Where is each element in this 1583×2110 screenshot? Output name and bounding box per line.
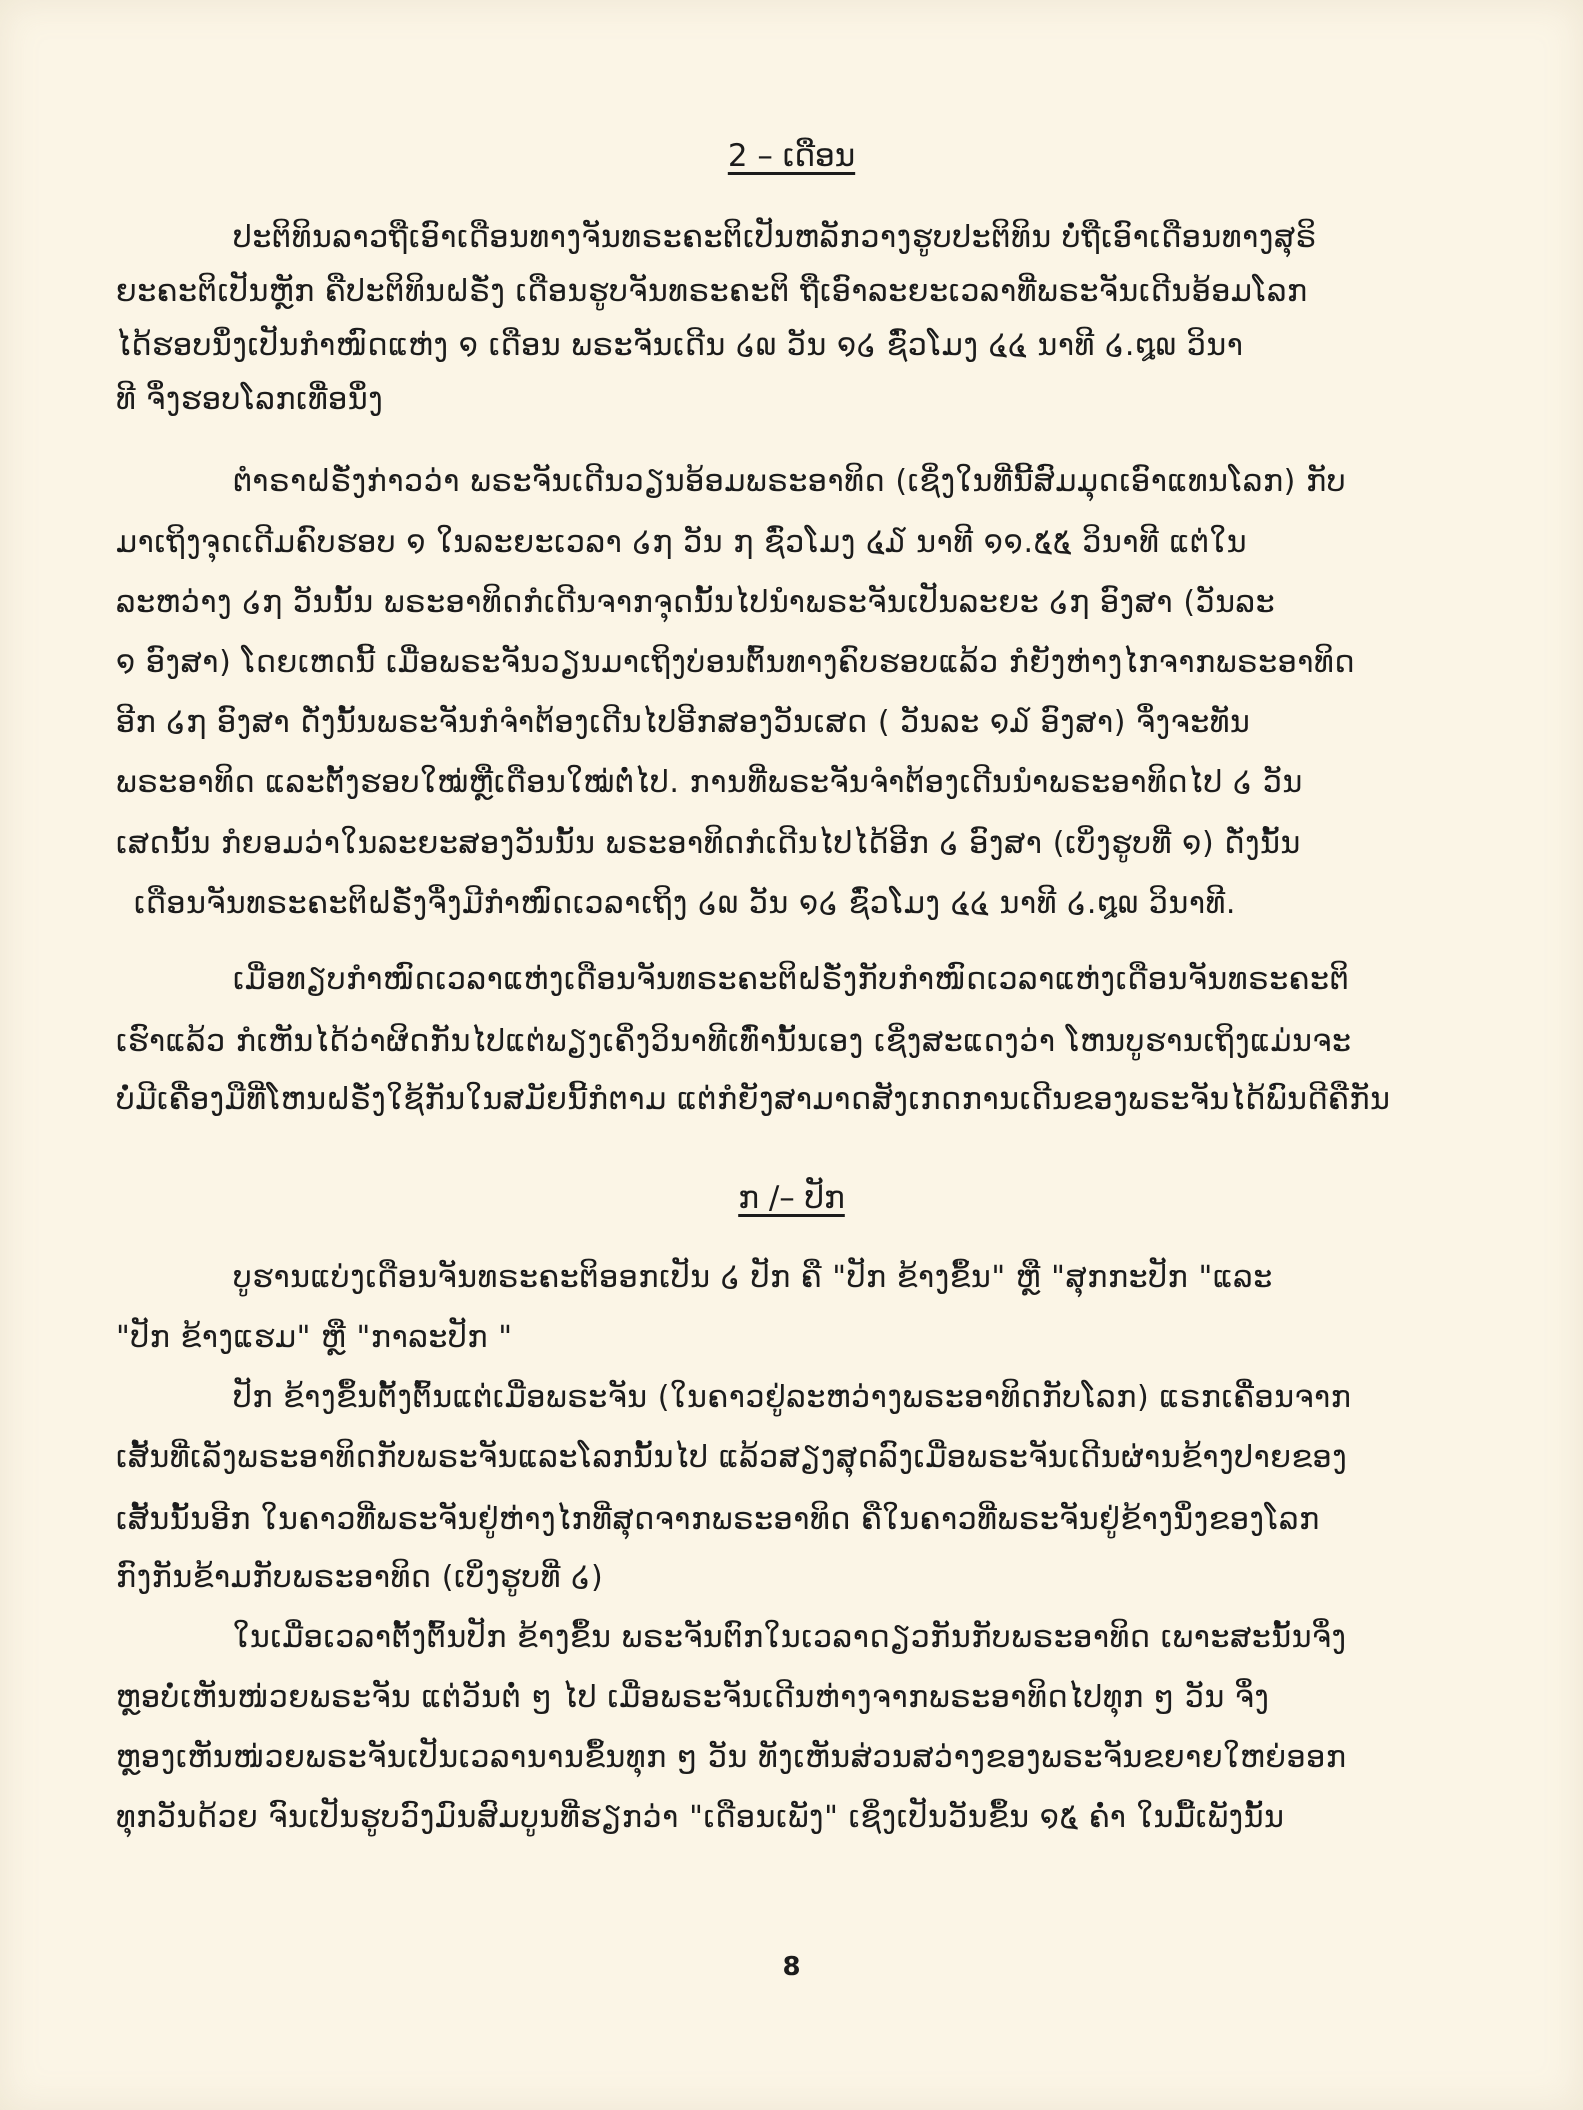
paragraph-line: ກົງກັນຂ້າມກັບພຣະອາທິດ (ເບິ່ງຮູບທີ່ ໒) [116, 1560, 604, 1595]
paragraph-line: ບໍ່ມີເຄື່ອງມືທີ່ໂຫນຝຣັ່ງໃຊ້ກັນໃນສມັຍນີ້ກໍຕາມ ແຕ່ກໍຍັງສາມາດສັງເກດການເດີນຂອງພຣະຈັນໄດ້ພົນດີຄືກັນ [116, 1082, 1391, 1117]
paragraph-line: ໃນເມື່ອເວລາຕັ້ງຕົ້ນປັກ ຂ້າງຂຶ້ນ ພຣະຈັນຕົກໃນເວລາດຽວກັນກັບພຣະອາທິດ ເພາະສະນັ້ນຈຶ່ງ [233, 1620, 1347, 1655]
paragraph-line: ປະຕິທິນລາວຖືເອົາເດືອນທາງຈັນທຣະຄະຕິເປັນຫລັກວາງຮູບປະຕິທິນ ບໍ່ຖືເອົາເດືອນທາງສຸຣິ [233, 220, 1317, 255]
paragraph-line: ໑ ອົງສາ) ໂດຍເຫດນີ້ ເມື່ອພຣະຈັນວຽນມາເຖິງບ່ອນຕົ້ນທາງຄົບຮອບແລ້ວ ກໍຍັງຫ່າງໄກຈາກພຣະອາທິດ [116, 645, 1355, 680]
paragraph-line: ເສດນັ້ນ ກໍຍອມວ່າໃນລະຍະສອງວັນນັ້ນ ພຣະອາທິດກໍເດີນໄປໄດ້ອີກ ໒ ອົງສາ (ເບິ່ງຮູບທີ່ ໑) ດັ່ງນັ້ນ [116, 826, 1301, 861]
paragraph-line: ທີ ຈຶ່ງຮອບໂລກເທື່ອນຶ່ງ [116, 382, 384, 417]
page-number: 8 [782, 1952, 801, 1982]
paragraph-line: ມາເຖິງຈຸດເດີມຄົບຮອບ ໑ ໃນລະຍະເວລາ ໒໗ ວັນ ໗ ຊົ່ວໂມງ ໔໓ ນາທີ ໑໑.໕໕ ວິນາທີ ແຕ່ໃນ [116, 525, 1248, 560]
paragraph-line: ຕຳຣາຝຣັ່ງກ່າວວ່າ ພຣະຈັນເດີນວຽນອ້ອມພຣະອາທິດ (ເຊິ່ງໃນທີ່ນີ້ສົມມຸດເອົາແທນໂລກ) ກັບ [233, 464, 1347, 499]
paragraph-line: ອີກ ໒໗ ອົງສາ ດັ່ງນັ້ນພຣະຈັນກໍຈຳຕ້ອງເດີນໄປອີກສອງວັນເສດ ( ວັນລະ ໑໓ ອົງສາ) ຈຶ່ງຈະທັນ [116, 705, 1251, 740]
paragraph-line: ພຣະອາທິດ ແລະຕັ້ງຮອບໃໝ່ຫຼືເດືອນໃໝ່ຕໍ່ໄປ. ການທີ່ພຣະຈັນຈຳຕ້ອງເດີນນຳພຣະອາທິດໄປ ໒ ວັນ [116, 765, 1303, 800]
paragraph-line: ທຸກວັນດ້ວຍ ຈົນເປັນຮູບວົງມົນສົມບູນທີ່ຮຽກວ່າ "ເດືອນເພັງ" ເຊິ່ງເປັນວັນຂຶ້ນ ໑໕ ຄ່ຳ ໃນມື້ເພັງນັ້ນ [116, 1800, 1285, 1835]
paragraph-line: ຫຼອບໍ່ເຫັນໜ່ວຍພຣະຈັນ ແຕ່ວັນຕໍ່ ໆ ໄປ ເມື່ອພຣະຈັນເດີນຫ່າງຈາກພຣະອາທິດໄປທຸກ ໆ ວັນ ຈຶ່ງ [116, 1680, 1270, 1715]
paragraph-line: ເມື່ອທຽບກຳໜົດເວລາແຫ່ງເດືອນຈັນທຣະຄະຕິຝຣັ່ງກັບກຳໜົດເວລາແຫ່ງເດືອນຈັນທຣະຄະຕິ [233, 962, 1350, 997]
paragraph-line: ປັກ ຂ້າງຂຶ້ນຕັ້ງຕົ້ນແຕ່ເມື່ອພຣະຈັນ (ໃນຄາວຢູ່ລະຫວ່າງພຣະອາທິດກັບໂລກ) ແຣກເຄື່ອນຈາກ [233, 1380, 1352, 1415]
section-heading-fortnight: ກ /– ປັກ [738, 1180, 845, 1216]
paragraph-line: ເຮົາແລ້ວ ກໍເຫັນໄດ້ວ່າຜິດກັນໄປແຕ່ພຽງເຄິ່ງວິນາທີເທົ່ານັ້ນເອງ ເຊິ່ງສະແດງວ່າ ໂຫນບູຮານເຖິງແມ່ນຈະ [116, 1024, 1352, 1059]
paragraph-line: ໄດ້ຮອບນຶ່ງເປັນກຳໜົດແຫ່ງ ໑ ເດືອນ ພຣະຈັນເດີນ ໒໙ ວັນ ໑໒ ຊົ່ວໂມງ ໔໔ ນາທີ ໒.໘໙ ວິນາ [116, 328, 1244, 363]
paragraph-line: ບູຮານແບ່ງເດືອນຈັນທຣະຄະຕິອອກເປັນ ໒ ປັກ ຄື "ປັກ ຂ້າງຂຶ້ນ" ຫຼື "ສຸກກະປັກ "ແລະ [233, 1260, 1273, 1295]
section-heading-month: 2 – ເດືອນ [727, 138, 856, 174]
paragraph-line: ເສັ້ນທີ່ເລັງພຣະອາທິດກັບພຣະຈັນແລະໂລກນັ້ນໄປ ແລ້ວສຽງສຸດລົງເມື່ອພຣະຈັນເດີນຜ່ານຂ້າງປາຍຂອງ [116, 1440, 1348, 1475]
paragraph-line: ເດືອນຈັນທຣະຄະຕິຝຣັ່ງຈຶ່ງມີກຳໜົດເວລາເຖິງ ໒໙ ວັນ ໑໒ ຊົ່ວໂມງ ໔໔ ນາທີ ໒.໘໙ ວິນາທີ. [134, 886, 1237, 921]
paragraph-line: ຫຼອງເຫັນໜ່ວຍພຣະຈັນເປັນເວລານານຂຶ້ນທຸກ ໆ ວັນ ທັງເຫັນສ່ວນສວ່າງຂອງພຣະຈັນຂຍາຍໃຫຍ່ອອກ [116, 1740, 1347, 1775]
paragraph-line: "ປັກ ຂ້າງແຮມ" ຫຼື "ກາລະປັກ " [116, 1320, 513, 1355]
paragraph-line: ເສັ້ນນັ້ນອີກ ໃນຄາວທີ່ພຣະຈັນຢູ່ຫ່າງໄກທີ່ສຸດຈາກພຣະອາທິດ ຄືໃນຄາວທີ່ພຣະຈັນຢູ່ຂ້າງນຶ່ງຂອງໂລກ [116, 1502, 1320, 1537]
paragraph-line: ຍະຄະຕິເປັນຫຼັກ ຄືປະຕິທິນຝຣັ່ງ ເດືອນຮູບຈັນທຣະຄະຕິ ຖືເອົາລະຍະເວລາທີ່ພຣະຈັນເດີນອ້ອມໂລກ [116, 274, 1308, 309]
paragraph-line: ລະຫວ່າງ ໒໗ ວັນນັ້ນ ພຣະອາທິດກໍເດີນຈາກຈຸດນັ້ນໄປນຳພຣະຈັນເປັນລະຍະ ໒໗ ອົງສາ (ວັນລະ [116, 585, 1276, 620]
